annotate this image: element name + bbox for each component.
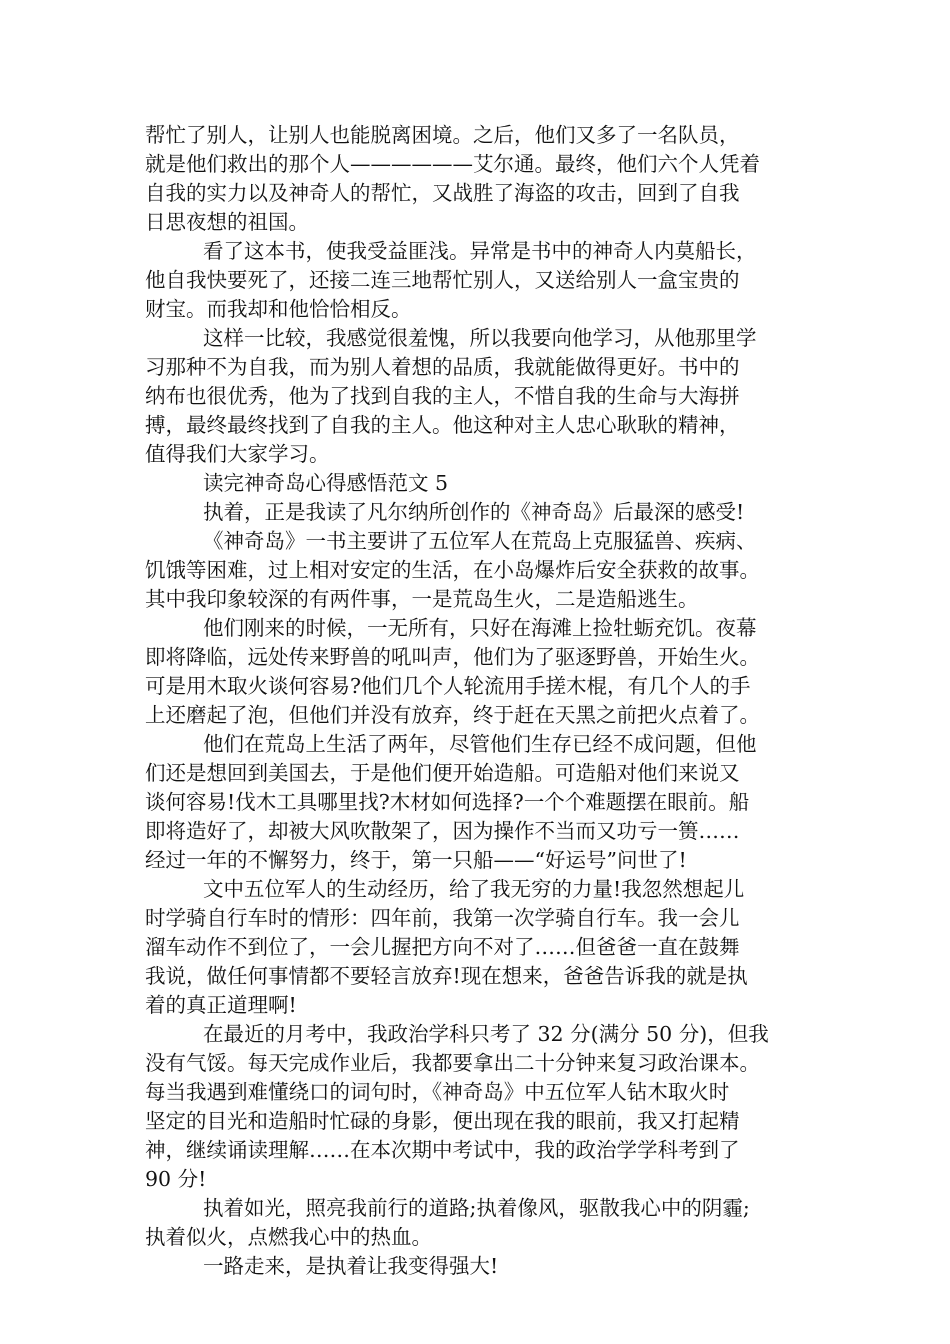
- text-line: 经过一年的不懈努力，终于，第一只船——“好运号”问世了!: [145, 848, 687, 872]
- text-line: 着的真正道理啊!: [145, 993, 297, 1017]
- text-line: 日思夜想的祖国。: [145, 210, 309, 234]
- text-line: 神，继续诵读理解……在本次期中考试中，我的政治学学科考到了: [145, 1138, 740, 1162]
- text-line: 这样一比较，我感觉很羞愧，所以我要向他学习，从他那里学: [203, 326, 757, 350]
- text-line: 纳布也很优秀，他为了找到自我的主人，不惜自我的生命与大海拼: [145, 384, 740, 408]
- text-line: 坚定的目光和造船时忙碌的身影，便出现在我的眼前，我又打起精: [145, 1109, 740, 1133]
- text-line: 自我的实力以及神奇人的帮忙，又战胜了海盗的攻击，回到了自我: [145, 181, 740, 205]
- document-page: [145, 121, 825, 1281]
- text-line: 财宝。而我却和他恰恰相反。: [145, 297, 412, 321]
- text-line: 可是用木取火谈何容易?他们几个人轮流用手搓木棍，有几个人的手: [145, 674, 751, 698]
- text-line: 帮忙了别人，让别人也能脱离困境。之后，他们又多了一名队员，: [145, 123, 740, 147]
- text-line: 他们在荒岛上生活了两年，尽管他们生存已经不成问题，但他: [203, 732, 757, 756]
- text-line: 就是他们救出的那个人——————艾尔通。最终，他们六个人凭着: [145, 152, 760, 176]
- text-line: 文中五位军人的生动经历，给了我无穷的力量!我忽然想起儿: [203, 877, 745, 901]
- text-line: 们还是想回到美国去，于是他们便开始造船。可造船对他们来说又: [145, 761, 740, 785]
- text-line: 上还磨起了泡，但他们并没有放弃，终于赶在天黑之前把火点着了。: [145, 703, 760, 727]
- text-line: 即将降临，远处传来野兽的吼叫声，他们为了驱逐野兽，开始生火。: [145, 645, 760, 669]
- text-line: 其中我印象较深的有两件事，一是荒岛生火，二是造船逃生。: [145, 587, 699, 611]
- text-line: 90 分!: [145, 1167, 207, 1191]
- text-line: 谈何容易!伐木工具哪里找?木材如何选择?一个个难题摆在眼前。船: [145, 790, 750, 814]
- text-line: 他们刚来的时候，一无所有，只好在海滩上捡牡蛎充饥。夜幕: [203, 616, 757, 640]
- text-line: 习那种不为自我，而为别人着想的品质，我就能做得更好。书中的: [145, 355, 740, 379]
- text-line: 读完神奇岛心得感悟范文 5: [203, 471, 449, 495]
- text-line: 每当我遇到难懂绕口的词句时，《神奇岛》中五位军人钻木取火时: [145, 1080, 730, 1104]
- text-line: 在最近的月考中，我政治学科只考了 32 分(满分 50 分)，但我: [203, 1022, 769, 1046]
- text-line: 我说，做任何事情都不要轻言放弃!现在想来，爸爸告诉我的就是执: [145, 964, 748, 988]
- text-line: 溜车动作不到位了，一会儿握把方向不对了……但爸爸一直在鼓舞: [145, 935, 740, 959]
- text-line: 值得我们大家学习。: [145, 442, 330, 466]
- text-line: 没有气馁。每天完成作业后，我都要拿出二十分钟来复习政治课本。: [145, 1051, 760, 1075]
- text-line: 搏，最终最终找到了自我的主人。他这种对主人忠心耿耿的精神，: [145, 413, 740, 437]
- text-line: 执着，正是我读了凡尔纳所创作的《神奇岛》后最深的感受!: [203, 500, 745, 524]
- text-line: 看了这本书，使我受益匪浅。异常是书中的神奇人内莫船长，: [203, 239, 757, 263]
- text-line: 时学骑自行车时的情形：四年前，我第一次学骑自行车。我一会儿: [145, 906, 740, 930]
- text-line: 他自我快要死了，还接二连三地帮忙别人，又送给别人一盒宝贵的: [145, 268, 740, 292]
- text-line: 即将造好了，却被大风吹散架了，因为操作不当而又功亏一篑……: [145, 819, 740, 843]
- text-line: 执着如光，照亮我前行的道路;执着像风，驱散我心中的阴霾;: [203, 1196, 750, 1220]
- text-line: 《神奇岛》一书主要讲了五位军人在荒岛上克服猛兽、疾病、: [203, 529, 757, 553]
- text-line: 饥饿等困难，过上相对安定的生活，在小岛爆炸后安全获救的故事。: [145, 558, 760, 582]
- text-line: 一路走来，是执着让我变得强大!: [203, 1254, 499, 1278]
- text-line: 执着似火，点燃我心中的热血。: [145, 1225, 432, 1249]
